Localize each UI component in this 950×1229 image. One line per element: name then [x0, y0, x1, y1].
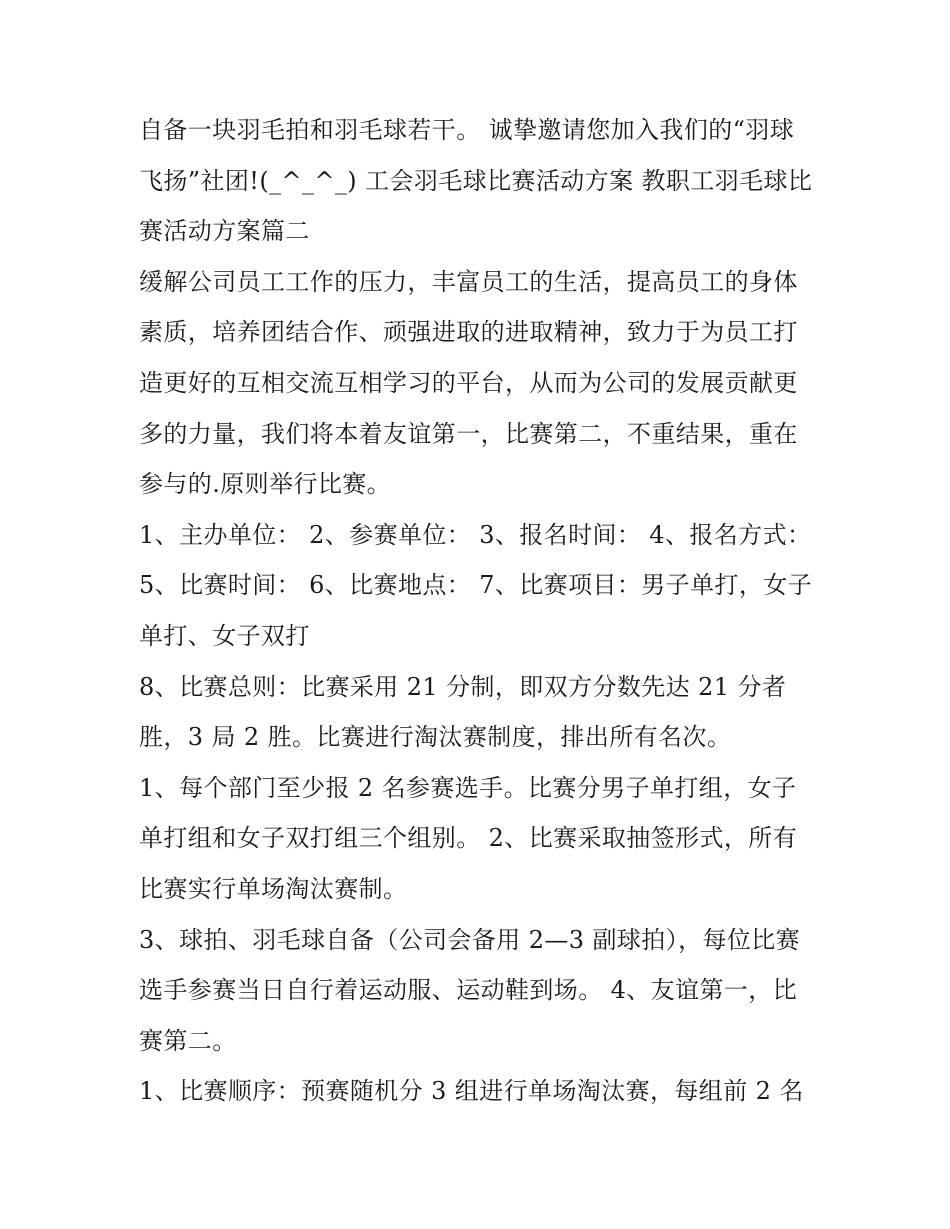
text-line: 8、比赛总则：比赛采用 21 分制，即双方分数先达 21 分者 — [139, 672, 787, 701]
text-line: 比赛实行单场淘汰赛制。 — [139, 874, 408, 903]
text-line: 单打、女子双打 — [139, 621, 310, 650]
text-line: 选手参赛当日自行着运动服、运动鞋到场。 4、友谊第一，比 — [139, 976, 798, 1005]
text-line: 单打组和女子双打组三个组别。 2、比赛采取抽签形式，所有 — [139, 824, 798, 853]
text-line: 3、球拍、羽毛球自备（公司会备用 2—3 副球拍），每位比赛 — [139, 925, 801, 954]
text-line: 1、主办单位： 2、参赛单位： 3、报名时间： 4、报名方式： — [139, 520, 812, 549]
text-line: 1、每个部门至少报 2 名参赛选手。比赛分男子单打组，女子 — [139, 773, 797, 802]
text-line: 多的力量，我们将本着友谊第一，比赛第二，不重结果，重在 — [139, 419, 798, 448]
text-line: 5、比赛时间： 6、比赛地点： 7、比赛项目：男子单打，女子 — [139, 571, 813, 600]
text-line: 胜，3 局 2 胜。比赛进行淘汰赛制度，排出所有名次。 — [139, 723, 732, 752]
text-line: 1、比赛顺序：预赛随机分 3 组进行单场淘汰赛，每组前 2 名 — [139, 1077, 804, 1106]
text-line: 自备一块羽毛拍和羽毛球若干。 诚挚邀请您加入我们的“羽球 — [139, 116, 795, 144]
document-body — [139, 105, 819, 1117]
text-line: 飞扬”社团!(_^_^_) 工会羽毛球比赛活动方案 教职工羽毛球比 — [139, 166, 813, 195]
text-line: 赛活动方案篇二 — [139, 217, 310, 246]
text-line: 素质，培养团结合作、顽强进取的进取精神，致力于为员工打 — [139, 318, 798, 347]
text-line: 造更好的互相交流互相学习的平台，从而为公司的发展贡献更 — [139, 368, 798, 397]
text-line: 赛第二。 — [139, 1026, 237, 1055]
text-line: 参与的.原则举行比赛。 — [139, 470, 392, 499]
text-line: 缓解公司员工工作的压力，丰富员工的生活，提高员工的身体 — [139, 267, 798, 296]
